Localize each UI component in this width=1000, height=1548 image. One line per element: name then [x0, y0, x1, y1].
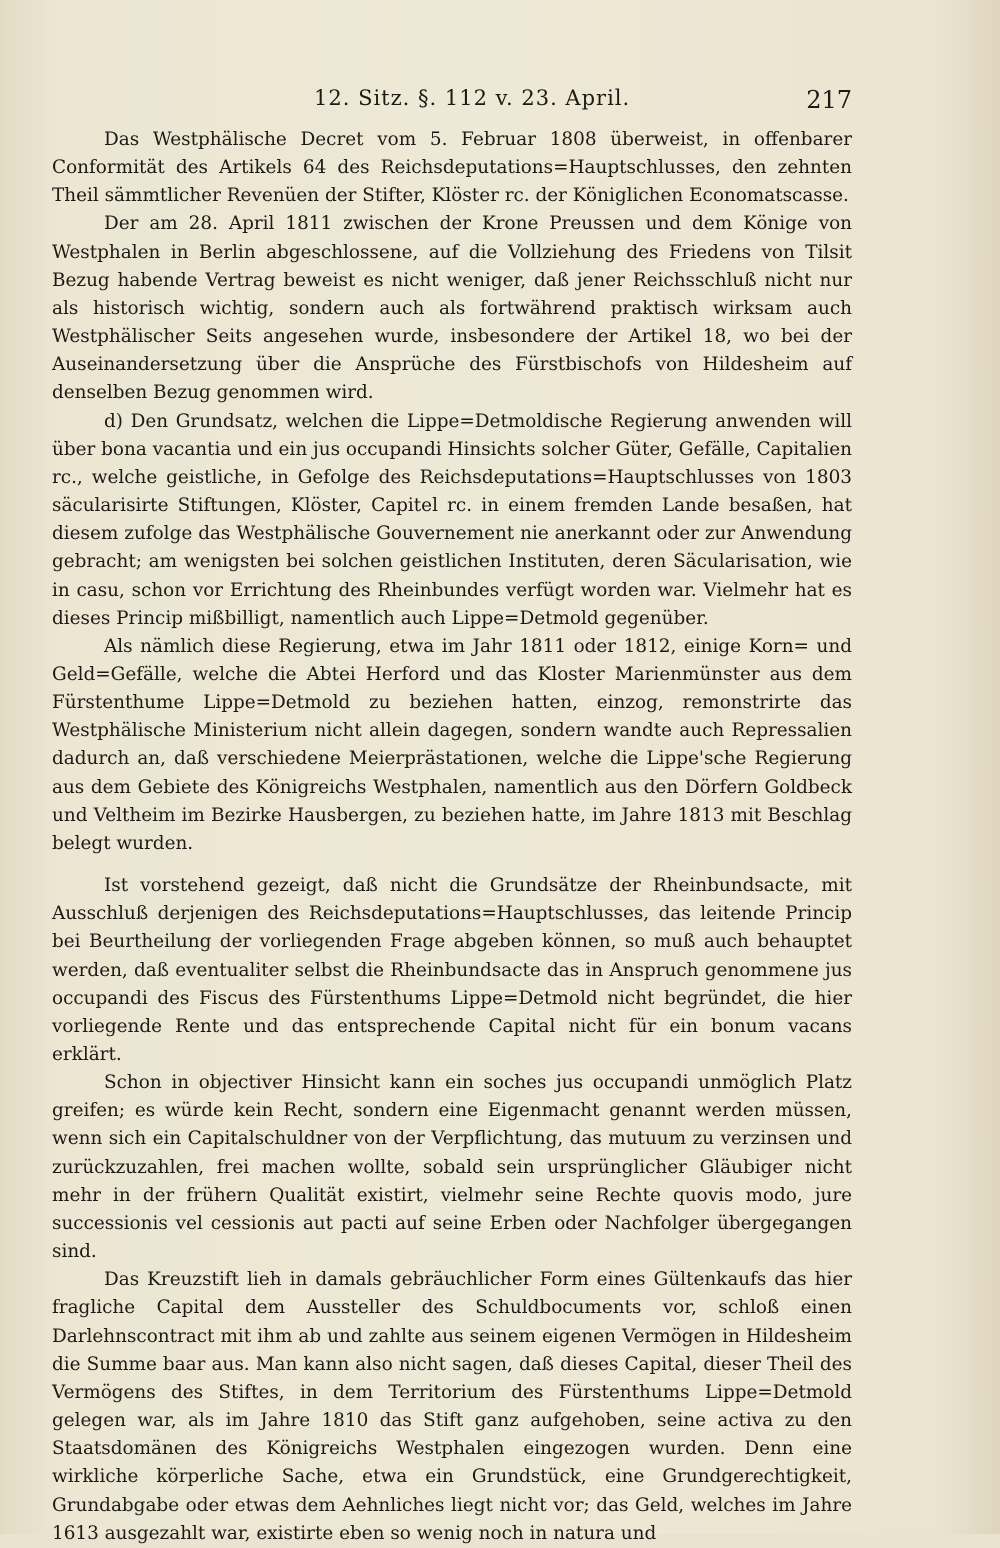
page-header	[52, 86, 852, 116]
running-head: 12. Sitz. §. 112 v. 23. April.	[314, 86, 631, 110]
paragraph: Als nämlich diese Regierung, etwa im Jahr 1811 oder 1812, einige Korn= und Geld=Gefälle, welche die Abtei Herford und das Kloster Marienmünster aus dem Fürstenthume Lippe=Detmold zu beziehen hatten, einzog, remonstrirte das Westphälische Ministerium nicht allein dagegen, sondern wandte auch Repressalien dadurch an, daß verschiedene Meierprästationen, welche die Lippe'sche Regierung aus dem Gebiete des Königreichs Westphalen, namentlich aus den Dörfern Goldbeck und Veltheim im Bezirke Hausbergen, zu beziehen hatte, im Jahre 1813 mit Beschlag belegt wurden.	[52, 635, 852, 854]
paragraph: Der am 28. April 1811 zwischen der Krone Preussen und dem Könige von Westphalen in Berlin abgeschlossene, auf die Vollziehung des Friedens von Tilsit Bezug habende Vertrag beweist es nicht weniger, daß jener Reichsschluß nicht nur als historisch wichtig, sondern auch als fortwährend praktisch wirksam auch Westphälischer Seits angesehen wurde, insbesondere der Artikel 18, wo bei der Auseinandersetzung über die Ansprüche des Fürstbischofs von Hildesheim auf denselben Bezug genommen wird.	[52, 213, 852, 404]
paragraph: Schon in objectiver Hinsicht kann ein soches jus occupandi unmöglich Platz greifen; es würde kein Recht, sondern eine Eigenmacht genannt werden müssen, wenn sich ein Capitalschuldner von der Verpflichtung, das mutuum zu verzinsen und zurückzuzahlen, frei machen wollte, sobald sein ursprünglicher Gläubiger nicht mehr in der frühern Qualität existirt, vielmehr seine Rechte quovis modo, jure successionis vel cessionis aut pacti auf seine Erben oder Nachfolger übergegangen sind.	[52, 1072, 852, 1263]
body-text	[52, 126, 852, 1548]
paragraph: Das Westphälische Decret vom 5. Februar 1808 überweist, in offenbarer Conformität des Artikels 64 des Reichsdeputations=Hauptschlusses, den zehnten Theil sämmtlicher Revenüen der Stifter, Klöster rc. der Königlichen Economatscasse.	[52, 129, 852, 207]
paragraph: d) Den Grundsatz, welchen die Lippe=Detmoldische Regierung anwenden will über bona vacantia und ein jus occupandi Hinsichts solcher Güter, Gefälle, Capitalien rc., welche geistliche, in Gefolge des Reichsdeputations=Hauptschlusses von 1803 säcularisirte Stiftungen, Klöster, Capitel rc. in einem fremden Lande besaßen, hat diesem zufolge das Westphälische Gouvernement nie anerkannt oder zur Anwendung gebracht; am wenigsten bei solchen geistlichen Instituten, deren Säcularisation, wie in casu, schon vor Errichtung des Rheinbundes verfügt worden war. Vielmehr hat es dieses Princip mißbilligt, namentlich auch Lippe=Detmold gegenüber.	[52, 410, 852, 629]
paragraph: Das Kreuzstift lieh in damals gebräuchlicher Form eines Gültenkaufs das hier fragliche Capital dem Aussteller des Schuldbocuments vor, schloß einen Darlehnscontract mit ihm ab und zahlte aus seinem eigenen Vermögen in Hildesheim die Summe baar aus. Man kann also nicht sagen, daß dieses Capital, dieser Theil des Vermögens des Stiftes, in dem Territorium des Fürstenthums Lippe=Detmold gelegen war, als im Jahre 1810 das Stift ganz aufgehoben, seine activa zu den Staatsdomänen des Königreichs Westphalen eingezogen wurden. Denn eine wirkliche körperliche Sache, etwa ein Grundstück, eine Grundgerechtigkeit, Grundabgabe oder etwas dem Aehnliches liegt nicht vor; das Geld, welches im Jahre 1613 ausgezahlt war, existirte eben so wenig noch in natura und	[52, 1269, 852, 1544]
paragraph: Ist vorstehend gezeigt, daß nicht die Grundsätze der Rheinbundsacte, mit Ausschluß derjenigen des Reichsdeputations=Hauptschlusses, das leitende Princip bei Beurtheilung der vorliegenden Frage abgeben können, so muß auch behauptet werden, daß eventualiter selbst die Rheinbundsacte das in Anspruch genommene jus occupandi des Fiscus des Fürstenthums Lippe=Detmold nicht begründet, die hier vorliegende Rente und das entsprechende Capital nicht für ein bonum vacans erklärt.	[52, 875, 852, 1065]
page-number: 217	[806, 86, 852, 114]
